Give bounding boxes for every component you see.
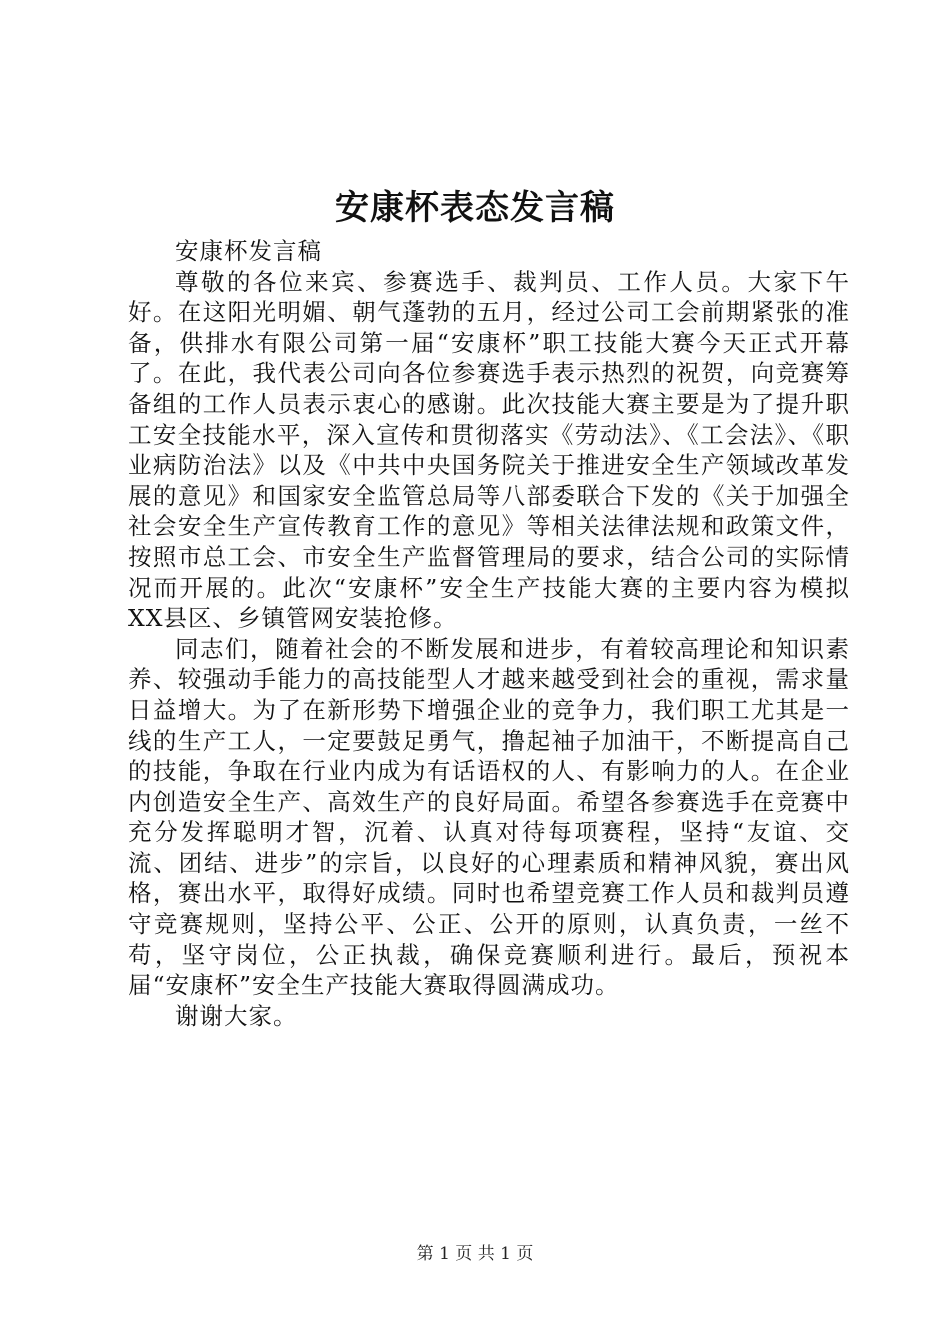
paragraph-closing: 谢谢大家。 — [175, 1001, 298, 1030]
paragraph-main: 同志们，随着社会的不断发展和进步，有着较高理论和知识素养、较强动手能力的高技能型人才越来越受到社会的重视，需求量日益增大。为了在新形势下增强企业的竞争力，我们职工尤其是一线的生产工人，一定要鼓足勇气，撸起袖子加油干，不断提高自己的技能，争取在行业内成为有话语权的人、有影响力的人。在企业内创造安全生产、高效生产的良好局面。希望各参赛选手在竞赛中充分发挥聪明才智，沉着、认真对待每项赛程，坚持“友谊、交流、团结、进步”的宗旨，以良好的心理素质和精神风貌，赛出风格，赛出水平，取得好成绩。同时也希望竞赛工作人员和裁判员遵守竞赛规则，坚持公平、公正、公开的原则，认真负责，一丝不苟，坚守岗位，公正执裁，确保竞赛顺利进行。最后，预祝本届“安康杯”安全生产技能大赛取得圆满成功。 — [128, 634, 850, 1000]
document-body — [128, 236, 850, 1031]
paragraph-opening: 尊敬的各位来宾、参赛选手、裁判员、工作人员。大家下午好。在这阳光明媚、朝气蓬勃的五月，经过公司工会前期紧张的准备，供排水有限公司第一届“安康杯”职工技能大赛今天正式开幕了。在此，我代表公司向各位参赛选手表示热烈的祝贺，向竞赛筹备组的工作人员表示衷心的感谢。此次技能大赛主要是为了提升职工安全技能水平，深入宣传和贯彻落实《劳动法》、《工会法》、《职业病防治法》以及《中共中央国务院关于推进安全生产领域改革发展的意见》和国家安全监管总局等八部委联合下发的《关于加强全社会安全生产宣传教育工作的意见》等相关法律法规和政策文件，按照市总工会、市安全生产监督管理局的要求，结合公司的实际情况而开展的。此次“安康杯”安全生产技能大赛的主要内容为模拟XX县区、乡镇管网安装抢修。 — [128, 267, 850, 633]
paragraph-subtitle: 安康杯发言稿 — [175, 237, 322, 265]
document-title: 安康杯表态发言稿 — [335, 188, 615, 228]
page-number: 第 1 页 共 1 页 — [416, 1244, 534, 1264]
